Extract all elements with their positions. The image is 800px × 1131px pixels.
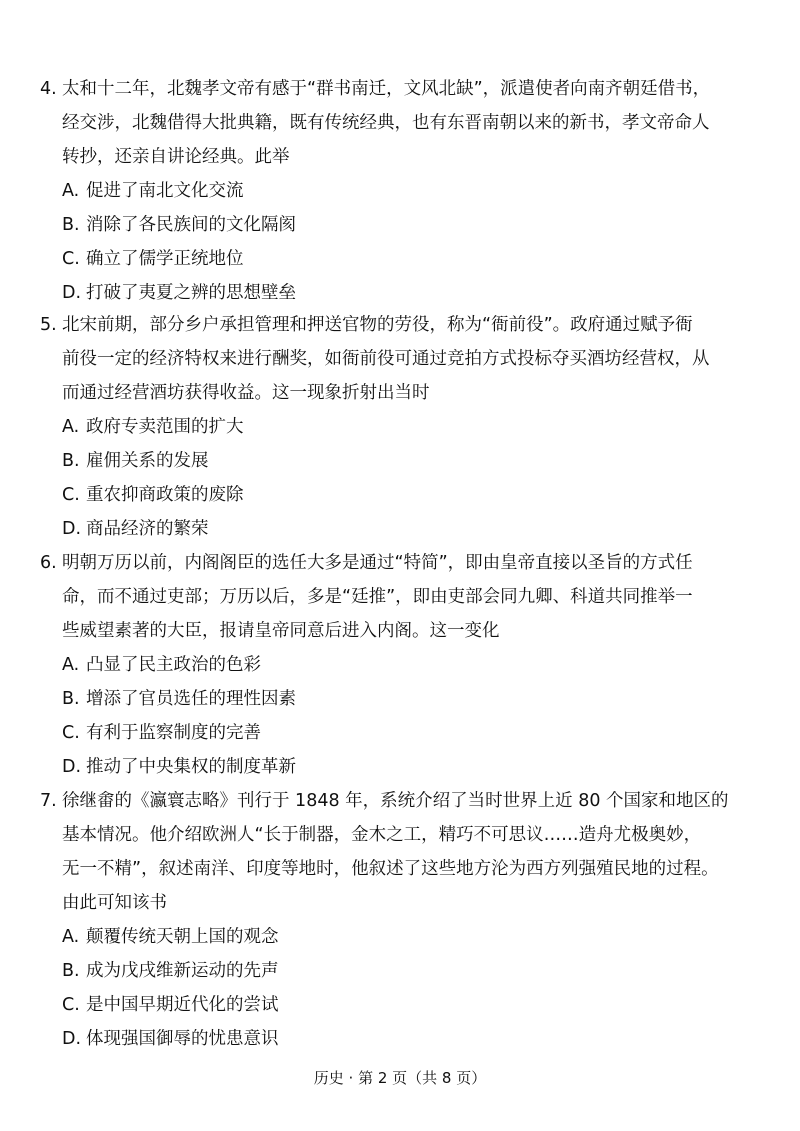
stem-line: 转抄，还亲自讲论经典。此举: [62, 147, 290, 167]
question-stem: [40, 72, 760, 174]
option-c: C. 有利于监察制度的完善: [62, 723, 261, 743]
option-c: C. 重农抑商政策的废除: [62, 485, 244, 505]
option-a: A. 促进了南北文化交流: [62, 181, 244, 201]
option-a: A. 政府专卖范围的扩大: [62, 417, 244, 437]
stem-line: 而通过经营酒坊获得收益。这一现象折射出当时: [62, 383, 430, 403]
question-number: 5.: [40, 315, 57, 335]
stem-line: 无一不精”，叙述南洋、印度等地时，他叙述了这些地方沦为西方列强殖民地的过程。: [62, 859, 719, 879]
question-stem: [40, 784, 760, 920]
question-number: 7.: [40, 791, 57, 811]
question-stem: [40, 308, 760, 410]
option-c: C. 确立了儒学正统地位: [62, 249, 244, 269]
option-b: B. 雇佣关系的发展: [62, 451, 209, 471]
option-b: B. 增添了官员选任的理性因素: [62, 689, 296, 709]
page-footer: 历史 · 第 2 页（共 8 页）: [313, 1069, 487, 1087]
stem-line: 基本情况。他介绍欧洲人“长于制器，金木之工，精巧不可思议……造舟尤极奥妙，: [62, 825, 702, 845]
stem-line: 由此可知该书: [62, 893, 167, 913]
option-b: B. 消除了各民族间的文化隔阂: [62, 215, 296, 235]
option-a: A. 颠覆传统天朝上国的观念: [62, 927, 279, 947]
question-stem: [40, 546, 760, 648]
stem-line: 徐继畬的《瀛寰志略》刊行于 1848 年，系统介绍了当时世界上近 80 个国家和地区的: [62, 791, 729, 811]
option-a: A. 凸显了民主政治的色彩: [62, 655, 261, 675]
stem-line: 命，而不通过吏部；万历以后，多是“廷推”，即由吏部会同九卿、科道共同推举一: [62, 587, 693, 607]
option-d: D. 商品经济的繁荣: [62, 519, 209, 539]
stem-line: 前役一定的经济特权来进行酬奖，如衙前役可通过竞拍方式投标夺买酒坊经营权，从: [62, 349, 710, 369]
question-4: [40, 72, 760, 310]
stem-line: 北宋前期，部分乡户承担管理和押送官物的劳役，称为“衙前役”。政府通过赋予衙: [62, 315, 693, 335]
stem-line: 明朝万历以前，内阁阁臣的选任大多是通过“特简”，即由皇帝直接以圣旨的方式任: [62, 553, 693, 573]
option-c: C. 是中国早期近代化的尝试: [62, 995, 279, 1015]
question-number: 4.: [40, 79, 57, 99]
option-d: D. 打破了夷夏之辨的思想壁垒: [62, 283, 296, 303]
option-d: D. 推动了中央集权的制度革新: [62, 757, 296, 777]
question-7: [40, 784, 760, 1056]
option-b: B. 成为戊戌维新运动的先声: [62, 961, 279, 981]
stem-line: 些威望素著的大臣，报请皇帝同意后进入内阁。这一变化: [62, 621, 500, 641]
question-5: [40, 308, 760, 546]
stem-line: 太和十二年，北魏孝文帝有感于“群书南迁，文风北缺”，派遣使者向南齐朝廷借书，: [62, 79, 711, 99]
question-number: 6.: [40, 553, 57, 573]
option-d: D. 体现强国御辱的忧患意识: [62, 1029, 279, 1049]
question-6: [40, 546, 760, 784]
stem-line: 经交涉，北魏借得大批典籍，既有传统经典，也有东晋南朝以来的新书，孝文帝命人: [62, 113, 710, 133]
